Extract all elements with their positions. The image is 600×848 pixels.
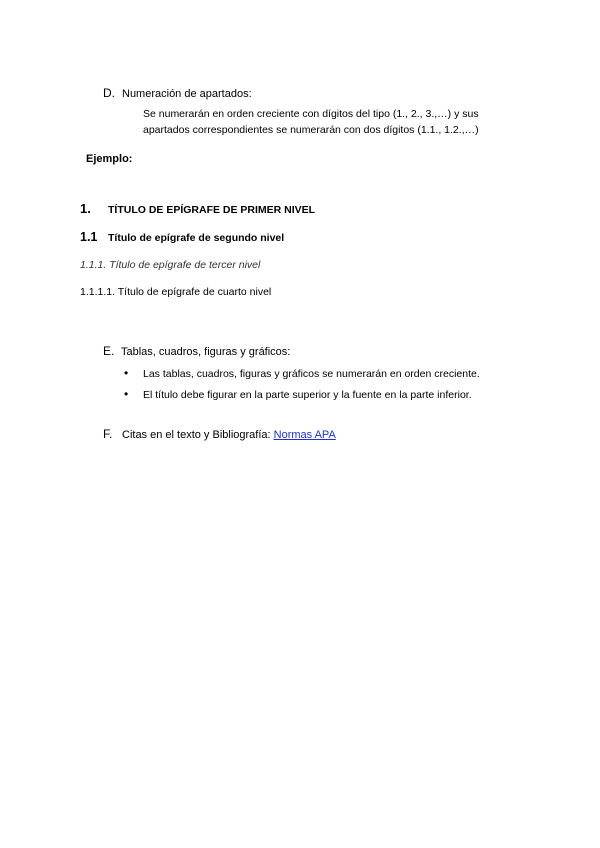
section-e-letter: E. <box>103 344 115 358</box>
bullet-icon: • <box>124 366 129 380</box>
heading-level-2-number: 1.1 <box>80 230 98 244</box>
heading-level-3: 1.1.1. Título de epígrafe de tercer nivel <box>80 259 261 271</box>
section-e-bullet-2: El título debe figurar en la parte superior y la fuente en la parte inferior. <box>143 389 472 401</box>
heading-level-4: 1.1.1.1. Título de epígrafe de cuarto nivel <box>80 286 272 298</box>
section-d-paragraph-line-1: Se numerarán en orden creciente con dígitos del tipo (1., 2., 3.,…) y sus <box>143 108 479 120</box>
section-d-title: Numeración de apartados: <box>122 88 252 100</box>
section-f-line <box>122 429 336 441</box>
example-label: Ejemplo: <box>86 153 133 165</box>
section-f-letter: F. <box>103 427 113 441</box>
heading-level-2-text: Título de epígrafe de segundo nivel <box>108 232 285 244</box>
bullet-icon: • <box>124 387 129 401</box>
heading-level-1-number: 1. <box>80 201 91 216</box>
normas-apa-link[interactable]: Normas APA <box>273 429 336 441</box>
section-f-title: Citas en el texto y Bibliografía: <box>122 429 274 441</box>
section-e-title: Tablas, cuadros, figuras y gráficos: <box>121 346 291 358</box>
section-e-bullet-1: Las tablas, cuadros, figuras y gráficos se numerarán en orden creciente. <box>143 368 480 380</box>
section-d-paragraph-line-2: apartados correspondientes se numerarán con dos dígitos (1.1., 1.2.,…) <box>143 124 479 136</box>
heading-level-1-text: TÍTULO DE EPÍGRAFE DE PRIMER NIVEL <box>108 204 316 216</box>
section-d-letter: D. <box>103 86 115 100</box>
